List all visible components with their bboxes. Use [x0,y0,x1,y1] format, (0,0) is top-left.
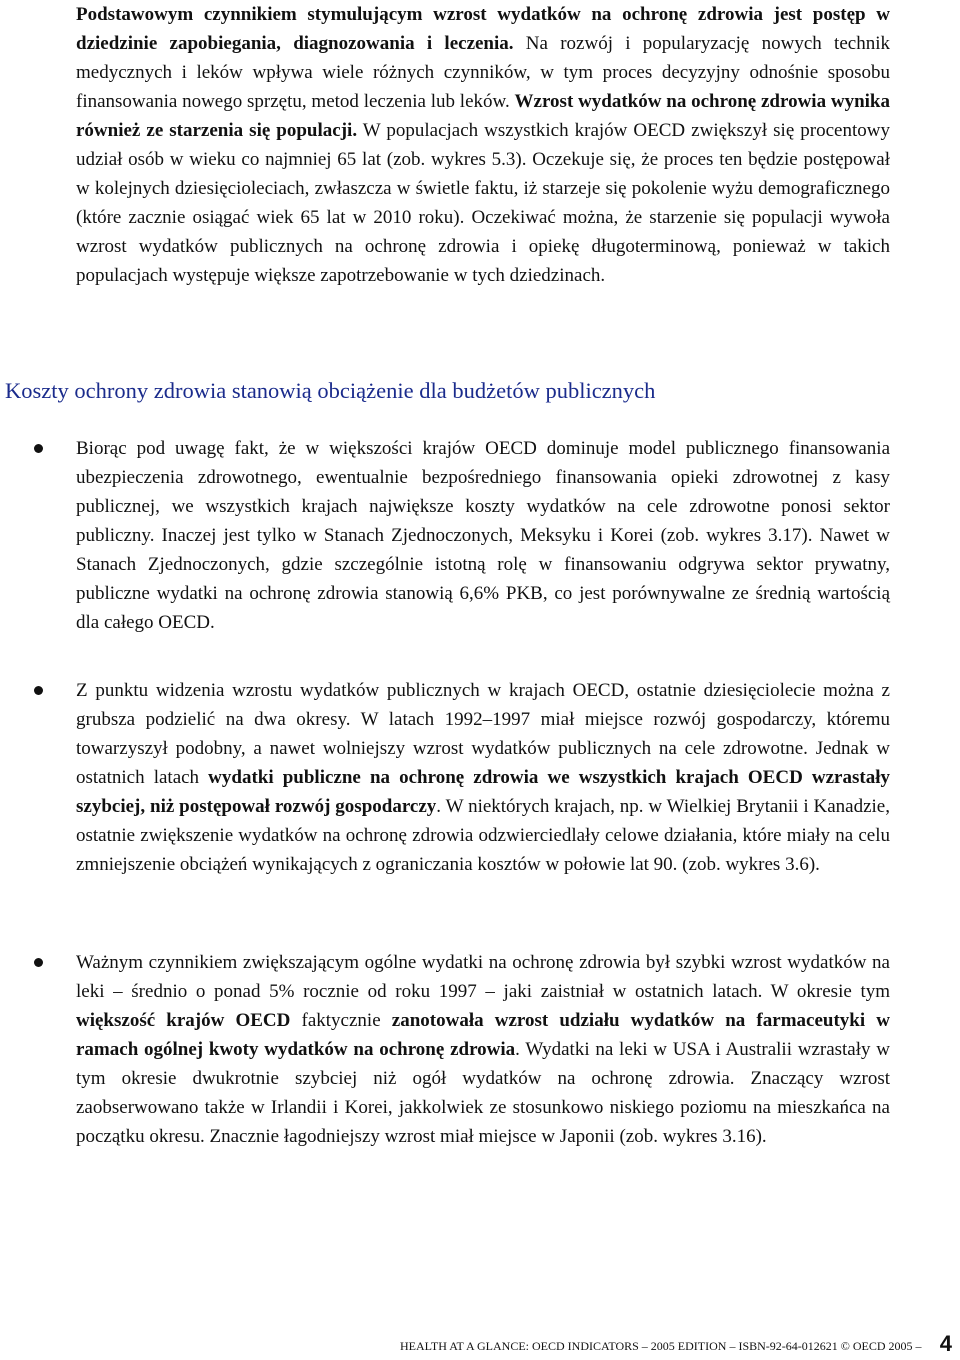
bullet-3-bold-2: zanotowała wzrost udziału wydatków na farmaceutyki w ramach ogólnej kwoty wydatków na ochronę zdrowia [76,1010,890,1060]
bullet-3-bold-1: większość krajów OECD [76,1010,291,1031]
bullet-3-text-1: Ważnym czynnikiem zwiększającym ogólne wydatki na ochronę zdrowia był szybki wzrost wydatków na leki – średnio o ponad 5% rocznie od roku 1997 – jaki zaistniał w ostatnich latach. W okresie tym [76,952,890,1002]
page-footer: HEALTH AT A GLANCE: OECD INDICATORS – 2005 EDITION – ISBN-92-64-012621 © OECD 2005 – [400,1339,922,1353]
intro-text-2: W populacjach wszystkich krajów OECD zwiększył się procentowy udział osób w wieku co najmniej 65 lat (zob. wykres 5.3). Oczekuje się, że proces ten będzie postępował w kolejnych dziesięcioleciach, zwłaszcza w świetle faktu, iż starzeje się pokolenie wyżu demograficznego (które zacznie osiągać wiek 65 lat w 2010 roku). Oczekiwać można, że starzenie się populacji wywoła wzrost wydatków publicznych na ochronę zdrowia i opiekę długoterminową, ponieważ w takich populacjach występuje większe zapotrzebowanie w tych dziedzinach. [76,120,890,286]
bullet-2-text-1: Z punktu widzenia wzrostu wydatków publicznych w krajach OECD, ostatnie dziesięciolecie można z grubsza podzielić na dwa okresy. W latach 1992–1997 miał miejsce rozwój gospodarczy, któremu towarzyszył podobny, a nawet wolniejszy wzrost wydatków publicznych na cele zdrowotne. Jednak w ostatnich latach [76,680,890,788]
intro-paragraph [76,0,890,290]
bullet-2-bold-1: wydatki publiczne na ochronę zdrowia we wszystkich krajach OECD wzrastały szybciej, niż postępował rozwój gospodarczy [76,767,890,817]
page-number: 4 [939,1331,952,1356]
section-heading: Koszty ochrony zdrowia stanowią obciążenie dla budżetów publicznych [5,378,656,403]
bullet-1-text: Biorąc pod uwagę fakt, że w większości krajów OECD dominuje model publicznego finansowania ubezpieczenia zdrowotnego, ewentualnie bezpośredniego finansowania opieki zdrowotnej z kasy publicznej, we wszystkich krajach największe koszty wydatków na cele zdrowotne ponosi sektor publiczny. Inaczej jest tylko w Stanach Zjednoczonych, Meksyku i Korei (zob. wykres 3.17). Nawet w Stanach Zjednoczonych, gdzie szczególnie istotną rolę w finansowaniu odgrywa sektor prywatny, publiczne wydatki na ochronę zdrowia stanowią 6,6% PKB, co jest porównywalne ze średnią wartością dla całego OECD. [76,438,890,633]
bullet-2-text [76,676,890,879]
bullet-2-text-2: . W niektórych krajach, np. w Wielkiej Brytanii i Kanadzie, ostatnie zwiększenie wydatków na ochronę zdrowia odzwierciedlały celowe działania, które miały na celu zmniejszenie obciążeń wynikających z ograniczania kosztów w połowie lat 90. (zob. wykres 3.6). [76,796,890,875]
bullet-icon [34,686,43,695]
bullet-icon [34,958,43,967]
bullet-icon [34,444,43,453]
intro-bold-1: Podstawowym czynnikiem stymulującym wzrost wydatków na ochronę zdrowia jest postęp w dziedzinie zapobiegania, diagnozowania i leczenia. [76,4,890,54]
intro-text-1: Na rozwój i popularyzację nowych technik medycznych i leków wpływa wiele różnych czynników, w tym proces decyzyjny odnośnie sposobu finansowania nowego sprzętu, metod leczenia lub leków. [76,33,890,112]
intro-bold-2: Wzrost wydatków na ochronę zdrowia wynika również ze starzenia się populacji. [76,91,890,141]
bullet-3-text-2: faktycznie [290,1010,392,1031]
bullet-3-text-3: . Wydatki na leki w USA i Australii wzrastały w tym okresie dwukrotnie szybciej niż ogół wydatków na ochronę zdrowia. Znaczący wzrost zaobserwowano także w Irlandii i Korei, jakkolwiek ze stosunkowo niskiego poziomu na mieszkańca na początku okresu. Znacznie łagodniejszy wzrost miał miejsce w Japonii (zob. wykres 3.16). [76,1039,890,1147]
bullet-3-text [76,948,890,1151]
